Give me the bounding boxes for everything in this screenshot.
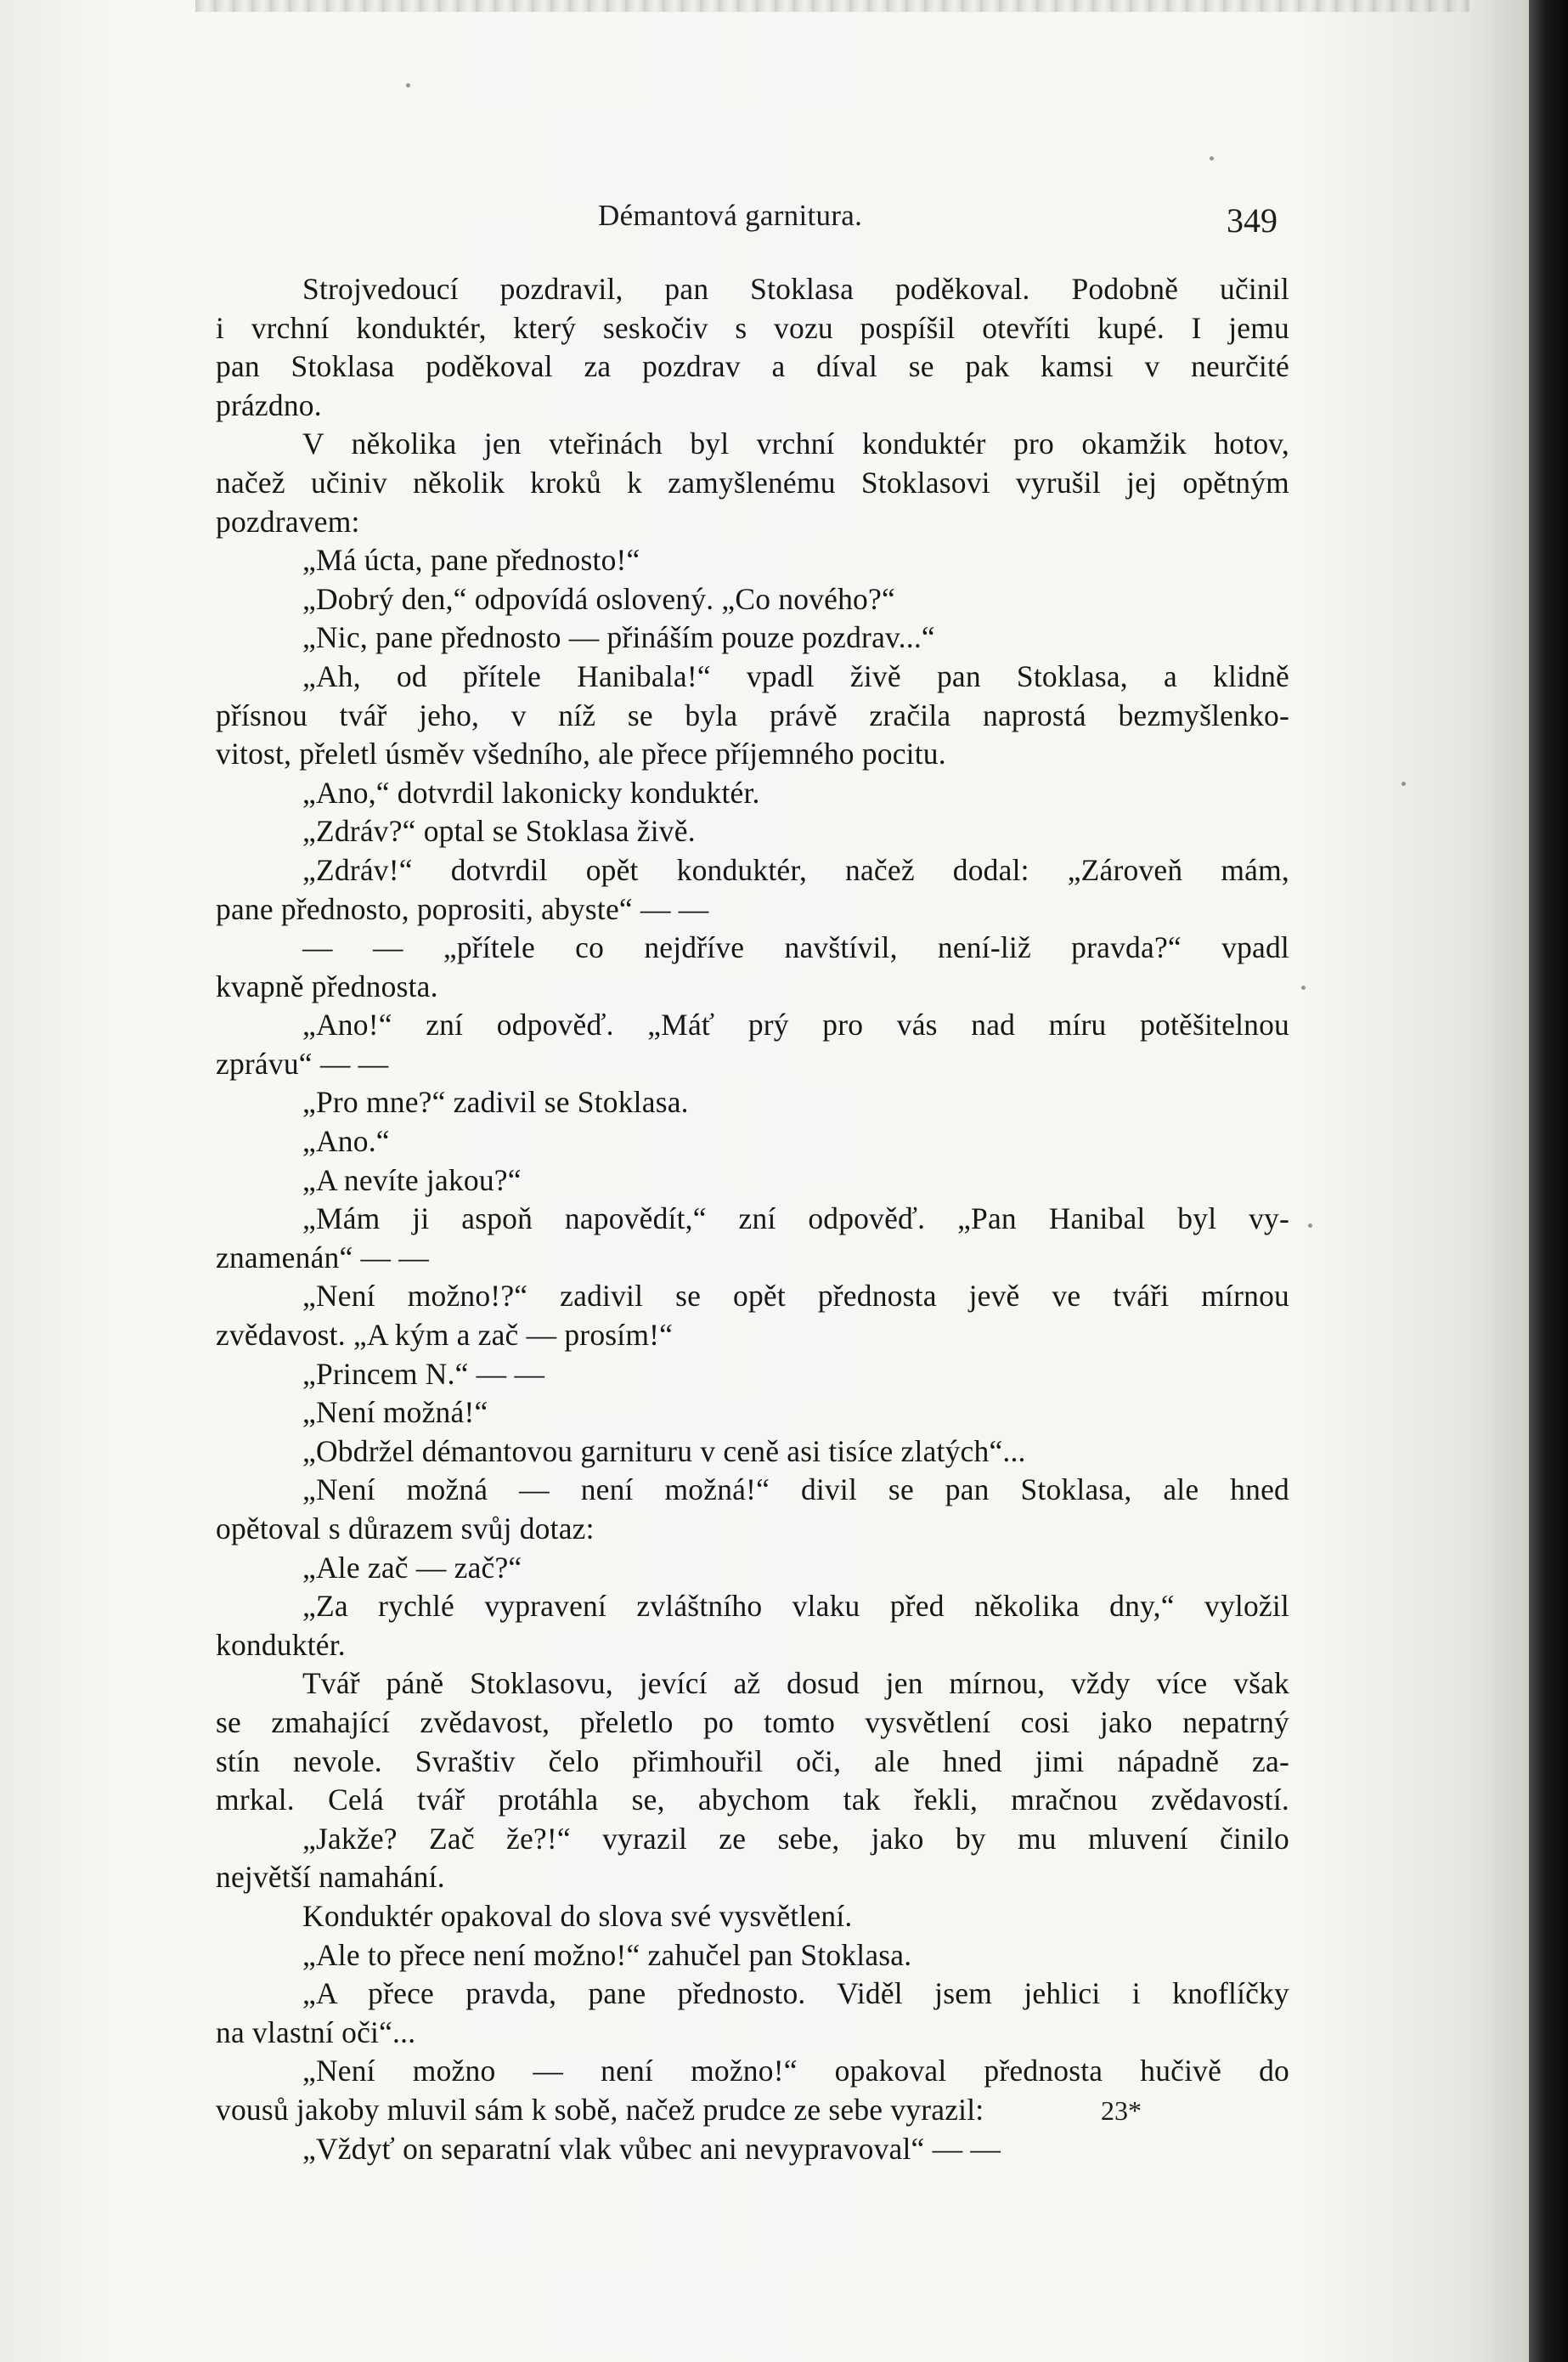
text-line: se zmahající zvědavost, přeletlo po tomto vysvětlení cosi jako nepatrný [216, 1704, 1289, 1739]
text-line: zvědavost. „A kým a zač — prosím!“ [216, 1318, 674, 1353]
text-line: „Pro mne?“ zadivil se Stoklasa. [302, 1085, 689, 1120]
text-line: „Zdráv!“ dotvrdil opět konduktér, načež dodal: „Zároveň mám, [302, 852, 1289, 887]
signature-mark: 23* [1101, 2095, 1142, 2126]
text-line: „Vždyť on separatní vlak vůbec ani nevypravoval“ — — [302, 2131, 1001, 2166]
text-line: konduktér. [216, 1627, 346, 1662]
text-line: „Ale zač — zač?“ [302, 1550, 522, 1585]
text-line: „Dobrý den,“ odpovídá oslovený. „Co nového?“ [302, 581, 895, 616]
text-line: „Má úcta, pane přednosto!“ [302, 543, 640, 578]
text-line: „Ano!“ zní odpověď. „Máť prý pro vás nad míru potěšitelnou [302, 1008, 1289, 1043]
text-line: „Ah, od přítele Hanibala!“ vpadl živě pan Stoklasa, a klidně [302, 658, 1289, 693]
text-line: Konduktér opakoval do slova své vysvětlení. [302, 1898, 853, 1933]
text-line: V několika jen vteřinách byl vrchní konduktér pro okamžik hotov, [302, 427, 1289, 461]
text-line: Strojvedoucí pozdravil, pan Stoklasa poděkoval. Podobně učinil [302, 272, 1289, 306]
text-line: „Mám ji aspoň napovědít,“ zní odpověď. „Pan Hanibal byl vy- [302, 1201, 1289, 1236]
text-line: „Není možno — není možno!“ opakoval přednosta hučivě do [302, 2054, 1289, 2088]
text-line: mrkal. Celá tvář protáhla se, abychom tak řekli, mračnou zvědavostí. [216, 1783, 1289, 1817]
scan-speck [1402, 782, 1406, 786]
text-line: — — „přítele co nejdříve navštívil, není-liž pravda?“ vpadl [302, 930, 1289, 965]
text-line: načež učiniv několik kroků k zamyšlenému Stoklasovi vyrušil jej opětným [216, 465, 1289, 500]
scan-speck [1308, 1223, 1312, 1228]
text-line: „Není možno!?“ zadivil se opět přednosta jevě ve tváři mírnou [302, 1279, 1289, 1314]
text-line: prázdno. [216, 387, 322, 422]
text-line: Tvář páně Stoklasovu, jevící až dosud jen mírnou, vždy více však [302, 1666, 1289, 1701]
text-line: „Není možná!“ [302, 1395, 488, 1430]
text-line: „Obdržel démantovou garnituru v ceně asi tisíce zlatých“... [302, 1433, 1026, 1468]
text-line: zprávu“ — — [216, 1046, 389, 1081]
running-head: Démantová garnitura. [598, 199, 863, 232]
text-line: „Ano.“ [302, 1124, 390, 1159]
text-line: vitost, přeletl úsměv všedního, ale přece příjemného pocitu. [216, 737, 946, 771]
text-line: „Princem N.“ — — [302, 1356, 545, 1391]
text-line: pan Stoklasa poděkoval za pozdrav a díval se pak kamsi v neurčité [216, 349, 1289, 384]
text-line: „Ano,“ dotvrdil lakonicky konduktér. [302, 775, 760, 810]
text-line: přísnou tvář jeho, v níž se byla právě zračila naprostá bezmyšlenko- [216, 698, 1289, 732]
text-line: vousů jakoby mluvil sám k sobě, načež prudce ze sebe vyrazil: [216, 2092, 984, 2127]
text-line: znamenán“ — — [216, 1240, 429, 1274]
text-line: opětoval s důrazem svůj dotaz: [216, 1512, 595, 1545]
text-line: „Nic, pane přednosto — přináším pouze pozdrav...“ [302, 620, 935, 655]
text-line: pozdravem: [216, 504, 360, 539]
text-line: „Jakže? Zač že?!“ vyrazil ze sebe, jako by mu mluvení činilo [302, 1821, 1289, 1856]
text-line: „Za rychlé vypravení zvláštního vlaku před několika dny,“ vyložil [302, 1589, 1289, 1624]
page-number: 349 [1227, 201, 1278, 240]
text-line: největší namahání. [216, 1860, 445, 1895]
text-line: „Zdráv?“ optal se Stoklasa živě. [302, 814, 696, 849]
text-line: „A nevíte jakou?“ [302, 1162, 522, 1197]
text-line: stín nevole. Svraštiv čelo přimhouřil oči, ale hned jimi nápadně za- [216, 1743, 1289, 1778]
scan-speck [406, 83, 410, 88]
text-line: „A přece pravda, pane přednosto. Viděl jsem jehlici i knoflíčky [302, 1976, 1289, 2011]
text-line: na vlastní oči“... [216, 2014, 416, 2049]
text-line: „Ale to přece není možno!“ zahučel pan Stoklasa. [302, 1937, 912, 1972]
scan-dark-edge [1529, 0, 1568, 2362]
scan-top-edge [195, 0, 1469, 12]
scan-speck [1210, 156, 1214, 161]
scan-speck [1301, 986, 1306, 990]
text-line: pane přednosto, poprositi, abyste“ — — [216, 891, 709, 926]
text-line: i vrchní konduktér, který seskočiv s vozu pospíšil otevříti kupé. I jemu [216, 310, 1289, 345]
text-line: „Není možná — není možná!“ divil se pan Stoklasa, ale hned [302, 1472, 1289, 1507]
text-line: kvapně přednosta. [216, 969, 438, 1003]
body-text [216, 270, 1289, 2168]
